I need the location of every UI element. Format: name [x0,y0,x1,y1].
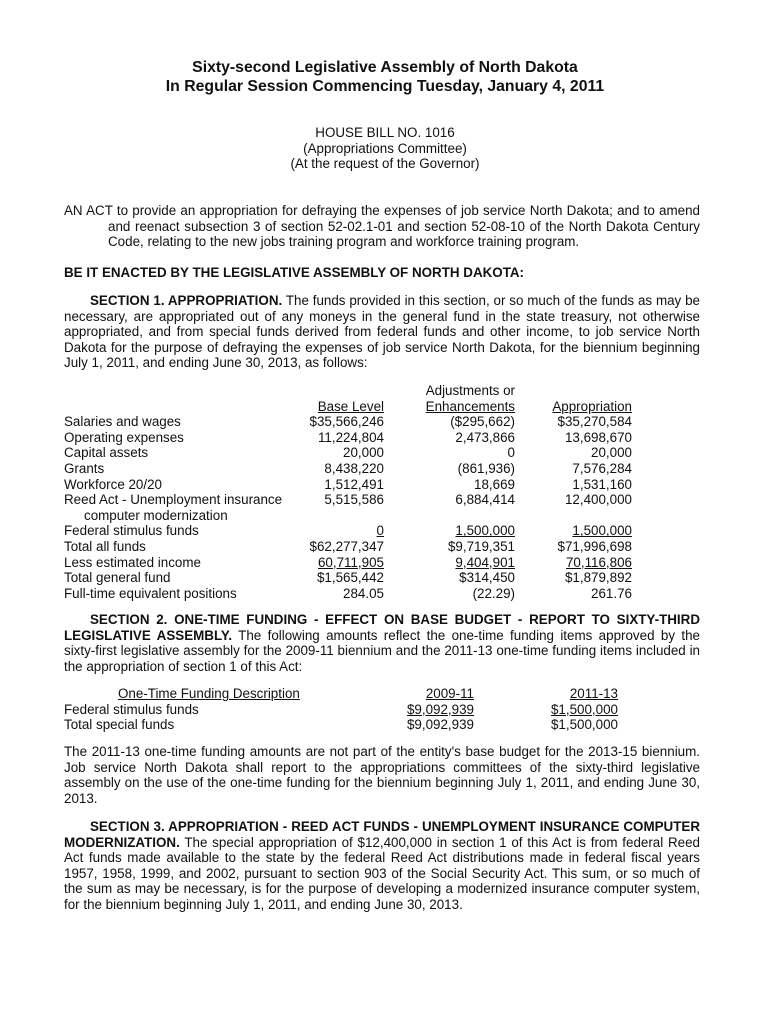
row-value-2011-13: $1,500,000 [550,701,618,717]
appropriation-value: 70,116,806 [565,554,632,570]
base-level-value: $62,277,347 [309,538,384,554]
row-value-2009-11: $9,092,939 [406,701,474,717]
base-level-value: 284.05 [343,585,384,601]
year-2011-13-header: 2011-13 [569,686,618,701]
bill-number: HOUSE BILL NO. 1016 [315,125,455,140]
adjustment-value: (861,936) [457,460,515,476]
base-level-value: 60,711,905 [317,554,384,570]
assembly-title: Sixty-second Legislative Assembly of North Dakota [192,59,578,76]
row-label: Grants [64,460,105,476]
table-row [64,445,700,461]
appropriation-value: $1,879,892 [564,570,632,586]
base-level-value: 1,512,491 [324,476,384,492]
table-row [64,461,700,477]
section2-heading: SECTION 2. ONE-TIME FUNDING - EFFECT ON BASE BUDGET - REPORT TO SIXTY-THIRD LEGISLATIVE ASSEMBLY. [64,612,700,643]
base-level-header: Base Level [317,398,384,414]
base-level-value: 0 [376,523,384,539]
table-row [64,702,700,718]
row-label: Reed Act - Unemployment insurance [64,492,283,508]
enacting-clause: BE IT ENACTED BY THE LEGISLATIVE ASSEMBLY OF NORTH DAKOTA: [64,265,525,280]
row-label: Federal stimulus funds [64,523,199,539]
row-label: Less estimated income [64,554,201,570]
appropriation-rows [64,414,700,601]
row-label: Full-time equivalent positions [64,585,237,601]
year-2009-11-header: 2009-11 [425,686,474,701]
adjustment-value: (22.29) [472,585,515,601]
funding-description-header: One-Time Funding Description [118,686,300,701]
session-title: In Regular Session Commencing Tuesday, January 4, 2011 [165,78,605,95]
row-value-2011-13: $1,500,000 [550,717,618,733]
section2-paragraph [64,612,700,674]
appropriation-header: Appropriation [552,398,632,414]
table-header-row [64,383,700,399]
table-row [64,717,700,733]
appropriation-value: 7,576,284 [572,460,632,476]
table-row [64,586,700,602]
base-level-value: $35,566,246 [309,414,384,430]
adjustment-value: 18,669 [474,476,515,492]
table-row [64,477,700,493]
section1-heading: SECTION 1. APPROPRIATION. [90,293,283,308]
table-row [64,523,700,539]
table-row [64,555,700,571]
table-row [64,539,700,555]
section2-closing: The 2011-13 one-time funding amounts are not part of the entity's base budget for the 2013-15 biennium. Job service North Dakota shall report to the appropriations committees of the sixty-third legislative assembly on the use of the one-time funding for the biennium beginning July 1, 2011, and ending June 30, 2013. [64,744,700,806]
row-label: Total special funds [64,717,175,733]
adjustment-value: 9,404,901 [455,554,515,570]
table-header-row [64,686,700,702]
row-label: Total general fund [64,570,171,586]
row-label: Salaries and wages [64,414,181,430]
appropriation-value: 12,400,000 [564,492,632,508]
adjustments-header-line2: Enhancements [425,398,515,414]
table-row [64,492,700,508]
adjustment-value: 0 [507,445,515,461]
adjustment-value: 2,473,866 [455,429,515,445]
section2-text: The following amounts reflect the one-time funding items approved by the sixty-first legislative assembly for the 2009-11 biennium and the 2011-13 one-time funding items included in the appropriation of section 1 of this Act: [64,627,700,674]
committee-line: (Appropriations Committee) [303,141,467,156]
base-level-value: 5,515,586 [324,492,384,508]
row-label: Federal stimulus funds [64,701,199,717]
row-label: Capital assets [64,445,149,461]
base-level-value: 20,000 [343,445,384,461]
row-value-2009-11: $9,092,939 [406,717,474,733]
section3-text: The special appropriation of $12,400,000 in section 1 of this Act is from federal Reed Act funds made available to the state by the federal Reed Act distributions made in federal fiscal years 1957, 1958, 1999, and 2002, pursuant to section 903 of the Social Security Act. This sum, or so much of the sum as may be necessary, is for the purpose of developing a modernized insurance computer system, for the biennium beginning July 1, 2011, and ending June 30, 2013. [64,834,700,912]
section1-paragraph [64,293,700,371]
one-time-funding-table [64,686,700,733]
row-label: Operating expenses [64,429,184,445]
row-label: Total all funds [64,538,146,554]
section1-text: The funds provided in this section, or so much of the funds as may be necessary, are appropriated out of any moneys in the general fund in the state treasury, not otherwise appropriated, and from special funds derived from federal funds and other income, to job service North Dakota for the purpose of defraying the expenses of job service North Dakota, for the biennium beginning July 1, 2011, and ending June 30, 2013, as follows: [64,293,700,371]
appropriation-value: 1,531,160 [572,476,632,492]
appropriation-table [64,383,700,601]
table-row [64,570,700,586]
request-line: (At the request of the Governor) [290,156,480,171]
base-level-value: 11,224,804 [317,429,384,445]
adjustment-value: $314,450 [459,570,515,586]
adjustment-value: 1,500,000 [455,523,515,539]
row-label: Workforce 20/20 [64,476,162,492]
appropriation-value: $35,270,584 [557,414,632,430]
appropriation-value: 261.76 [591,585,632,601]
table-row [64,414,700,430]
appropriation-value: 20,000 [591,445,632,461]
adjustment-value: $9,719,351 [447,538,515,554]
appropriation-value: $71,996,698 [557,538,632,554]
adjustments-header-line1: Adjustments or [425,383,515,398]
base-level-value: 8,438,220 [324,460,384,476]
section3-heading: SECTION 3. APPROPRIATION - REED ACT FUNDS - UNEMPLOYMENT INSURANCE COMPUTER MODERNIZATION. [64,819,700,850]
base-level-value: $1,565,442 [316,570,384,586]
row-label: computer modernization [84,507,228,523]
section3-paragraph [64,819,700,913]
appropriation-value: 13,698,670 [564,429,632,445]
adjustment-value: 6,884,414 [455,492,515,508]
table-row [64,430,700,446]
act-title: AN ACT to provide an appropriation for defraying the expenses of job service North Dakota; and to amend and reenact subsection 3 of section 52-02.1-01 and section 52-08-10 of the North Dakota Century Code, relating to the new jobs training program and workforce training program. [64,203,700,250]
adjustment-value: ($295,662) [450,414,515,430]
table-header-row [64,399,700,415]
table-row [64,508,700,524]
appropriation-value: 1,500,000 [572,523,632,539]
